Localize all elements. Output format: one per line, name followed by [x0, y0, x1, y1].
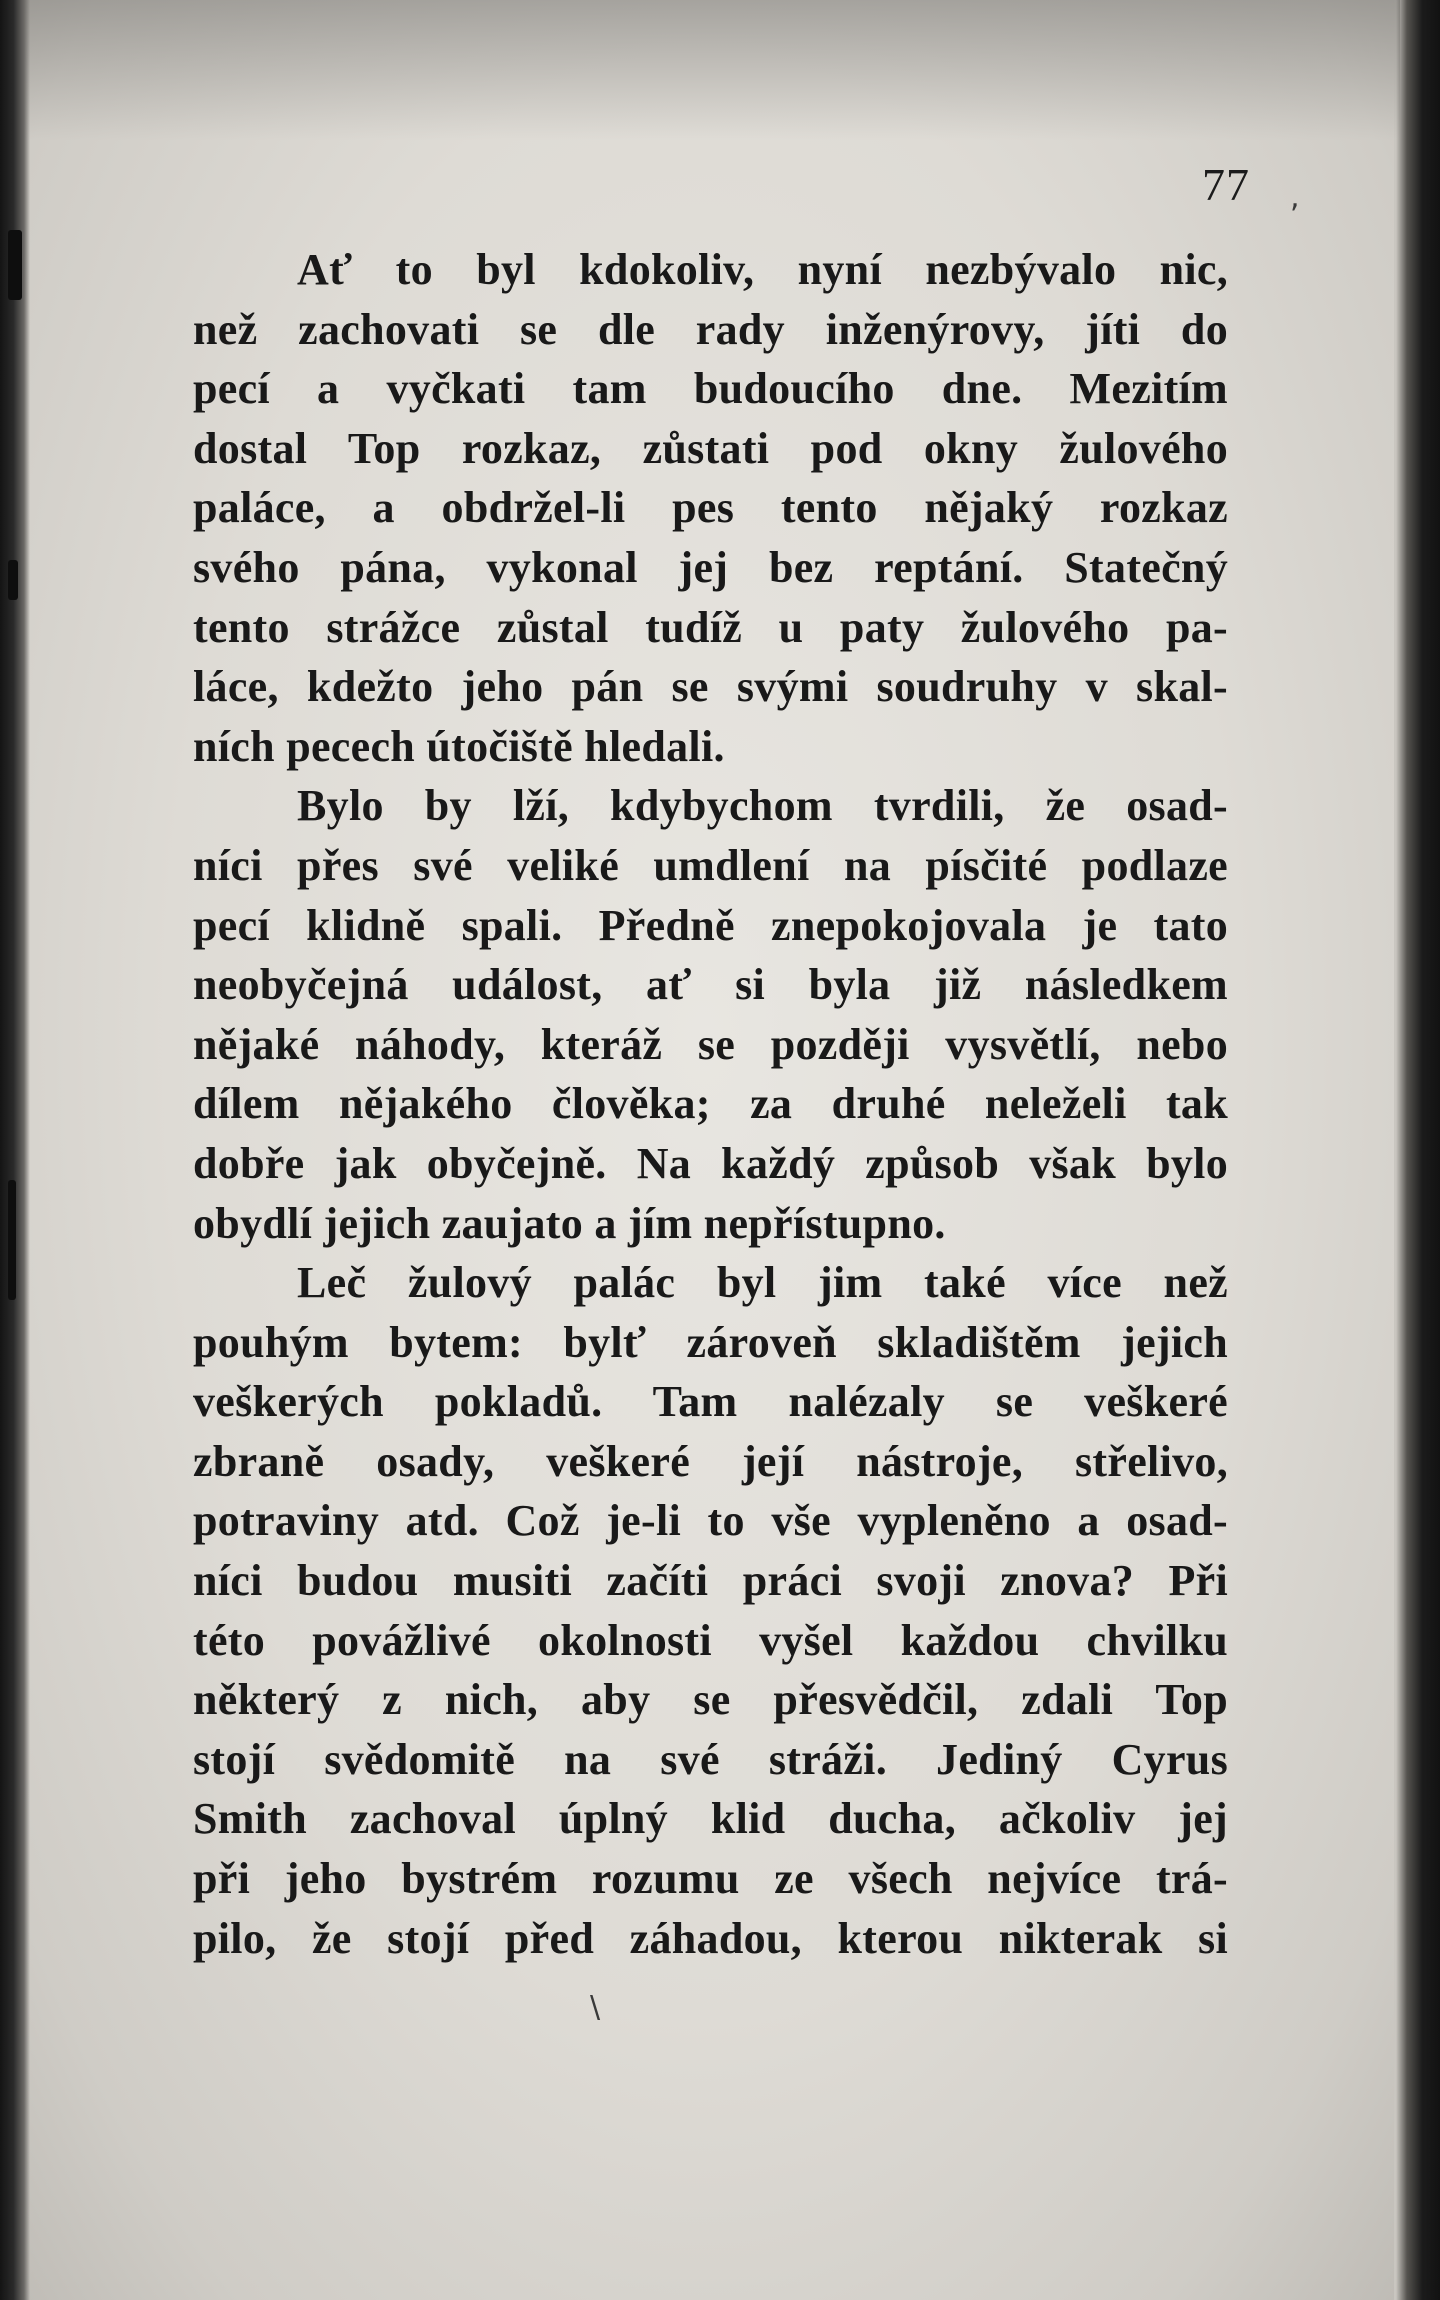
- text-line: nějaké náhody, kteráž se později vysvětlí, nebo: [193, 1019, 1228, 1069]
- text-line: ních pecech útočiště hledali.: [193, 721, 725, 771]
- text-line: některý z nich, aby se přesvědčil, zdali Top: [193, 1675, 1228, 1725]
- text-line: láce, kdežto jeho pán se svými soudruhy v skal-: [193, 662, 1228, 712]
- text-line: pilo, že stojí před záhadou, kterou nikterak si: [193, 1913, 1228, 1963]
- binding-edge-left: [0, 0, 30, 2300]
- text-line: stojí svědomitě na své stráži. Jediný Cyrus: [193, 1734, 1228, 1784]
- text-line: dílem nějakého člověka; za druhé neleželi tak: [193, 1079, 1228, 1129]
- text-line: při jeho bystrém rozumu ze všech nejvíce trá-: [193, 1854, 1228, 1904]
- text-line: Ať to byl kdokoliv, nyní nezbývalo nic,: [297, 245, 1228, 294]
- text-line: veškerých pokladů. Tam nalézaly se veškeré: [193, 1377, 1228, 1427]
- text-line: pecí a vyčkati tam budoucího dne. Mezitím: [193, 364, 1228, 414]
- text-line: tento strážce zůstal tudíž u paty žulového pa-: [193, 602, 1228, 652]
- page-edge-right: [1396, 0, 1440, 2300]
- scan-shadow-top: [20, 0, 1400, 140]
- text-line: paláce, a obdržel-li pes tento nějaký rozkaz: [193, 483, 1228, 533]
- scan-speck: ,: [1290, 180, 1300, 215]
- text-line: než zachovati se dle rady inženýrovy, jíti do: [193, 304, 1228, 354]
- binding-mark: [8, 560, 18, 600]
- text-line: Smith zachoval úplný klid ducha, ačkoliv jej: [193, 1794, 1228, 1844]
- text-line: pouhým bytem: bylť zároveň skladištěm jejich: [193, 1317, 1228, 1367]
- binding-mark: [8, 1180, 16, 1300]
- text-line: pecí klidně spali. Předně znepokojovala je tato: [193, 900, 1228, 950]
- text-line: neobyčejná událost, ať si byla již následkem: [193, 960, 1228, 1010]
- scan-speck: \: [590, 1990, 601, 2025]
- text-line: zbraně osady, veškeré její nástroje, střelivo,: [193, 1436, 1228, 1486]
- text-line: svého pána, vykonal jej bez reptání. Statečný: [193, 542, 1228, 592]
- page-number: 77: [1202, 159, 1250, 210]
- text-line: obydlí jejich zaujato a jím nepřístupno.: [193, 1198, 946, 1248]
- text-line: dobře jak obyčejně. Na každý způsob však bylo: [193, 1138, 1228, 1188]
- text-line: této povážlivé okolnosti vyšel každou chvilku: [193, 1615, 1228, 1665]
- text-line: dostal Top rozkaz, zůstati pod okny žulového: [193, 423, 1228, 473]
- binding-mark: [8, 230, 22, 300]
- text-line: níci přes své veliké umdlení na písčité podlaze: [193, 840, 1228, 890]
- text-line: níci budou musiti začíti práci svoji znova? Při: [193, 1556, 1228, 1606]
- text-line: Bylo by lží, kdybychom tvrdili, že osad-: [297, 781, 1228, 831]
- text-line: potraviny atd. Což je-li to vše vypleněno a osad-: [193, 1496, 1228, 1546]
- body-text: [193, 240, 1228, 1968]
- text-line: Leč žulový palác byl jim také více než: [297, 1258, 1228, 1308]
